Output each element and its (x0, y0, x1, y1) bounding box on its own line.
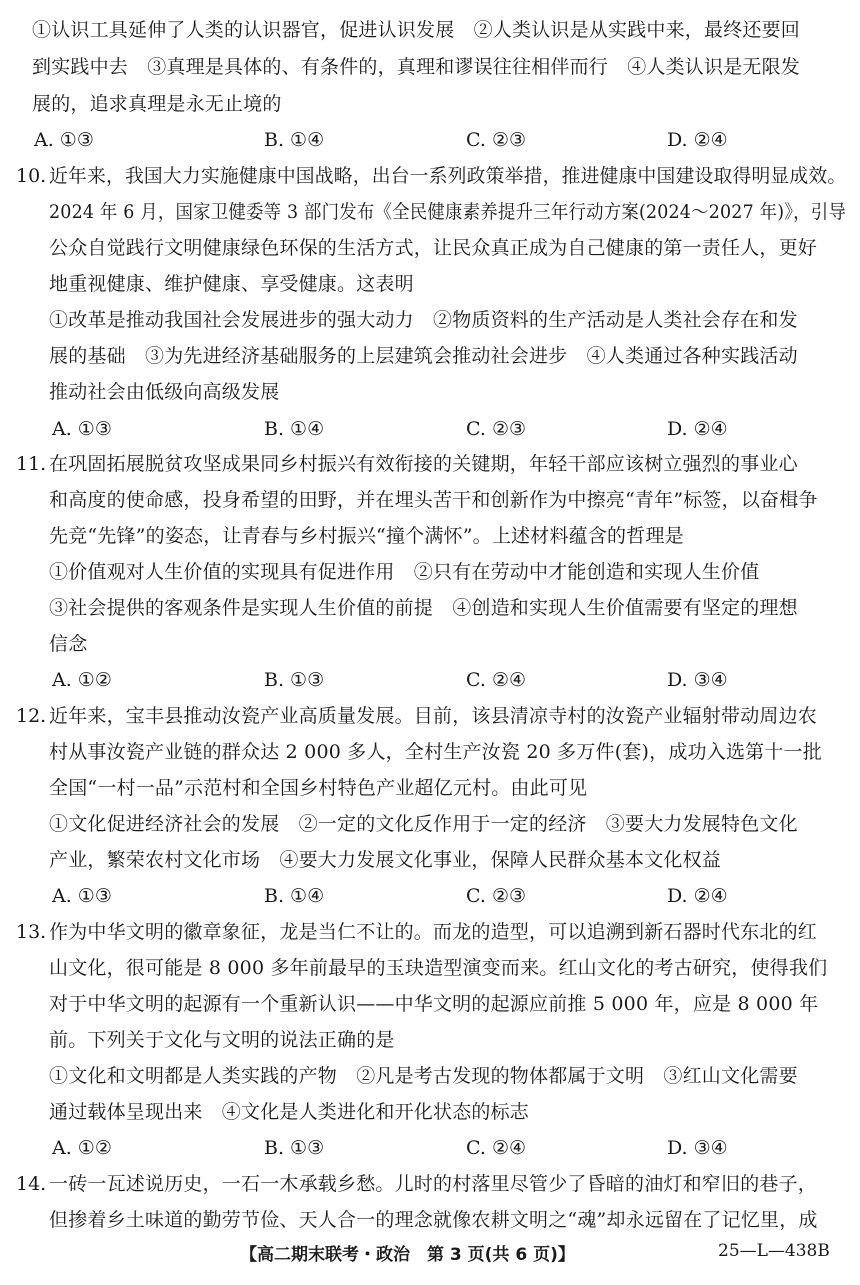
statement-line: ③社会提供的客观条件是实现人生价值的前提 ④创造和实现人生价值需要有坚定的理想 (49, 597, 798, 619)
option-c: C. ②③ (466, 418, 527, 440)
option-a: A. ①② (52, 1137, 112, 1159)
option-d: D. ②④ (667, 129, 728, 151)
option-c: C. ②③ (466, 129, 527, 151)
option-d: D. ③④ (667, 1137, 728, 1159)
stem-line: 但掺着乡土味道的勤劳节俭、天人合一的理念就像农耕文明之“魂”却永远留在了记忆里，成 (49, 1209, 818, 1231)
stem-line: 山文化，很可能是 8 000 多年前最早的玉玦造型演变而来。红山文化的考古研究，使得我们 (49, 957, 828, 979)
statement-line: ①文化和文明都是人类实践的产物 ②凡是考古发现的物体都属于文明 ③红山文化需要 (49, 1065, 798, 1087)
option-d: D. ②④ (667, 418, 728, 440)
statement-line: 展的，追求真理是永无止境的 (32, 93, 282, 115)
option-a: A. ①② (52, 669, 112, 691)
option-a: A. ①③ (34, 129, 94, 151)
stem-line: 地重视健康、维护健康、享受健康。这表明 (49, 273, 414, 295)
stem-line: 2024 年 6 月，国家卫健委等 3 部门发布《全民健康素养提升三年行动方案(2024～2027 年)》，引导 (49, 201, 847, 223)
page-footer (0, 1240, 860, 1270)
option-b: B. ①③ (264, 1137, 325, 1159)
option-c: C. ②④ (466, 669, 527, 691)
statement-line: ①文化促进经济社会的发展 ②一定的文化反作用于一定的经济 ③要大力发展特色文化 (49, 813, 798, 835)
option-a: A. ①③ (52, 885, 112, 907)
statement-line: ①价值观对人生价值的实现具有促进作用 ②只有在劳动中才能创造和实现人生价值 (49, 561, 760, 583)
statement-line: 到实践中去 ③真理是具体的、有条件的，真理和谬误往往相伴而行 ④人类认识是无限发 (32, 56, 801, 78)
stem-line: 近年来，宝丰县推动汝瓷产业高质量发展。目前，该县清凉寺村的汝瓷产业辐射带动周边农 (49, 705, 818, 727)
footer-title: 【高二期末联考・政治 第 3 页(共 6 页)】 (240, 1245, 575, 1265)
option-b: B. ①③ (264, 669, 325, 691)
option-d: D. ③④ (667, 669, 728, 691)
question-number: 14. (16, 1173, 47, 1195)
stem-line: 近年来，我国大力实施健康中国战略，出台一系列政策举措，推进健康中国建设取得明显成效。 (49, 165, 847, 187)
stem-line: 一砖一瓦述说历史，一石一木承载乡愁。儿时的村落里尽管少了昏暗的油灯和窄旧的巷子， (49, 1173, 818, 1195)
stem-line: 全国“一村一品”示范村和全国乡村特色产业超亿元村。由此可见 (49, 777, 588, 799)
option-b: B. ①④ (264, 885, 325, 907)
question-number: 11. (16, 453, 47, 475)
question-number: 10. (16, 165, 47, 187)
stem-line: 前。下列关于文化与文明的说法正确的是 (49, 1029, 395, 1051)
statement-line: ①改革是推动我国社会发展进步的强大动力 ②物质资料的生产活动是人类社会存在和发 (49, 309, 798, 331)
question-number: 13. (16, 921, 47, 943)
option-c: C. ②③ (466, 885, 527, 907)
statement-line: 信念 (49, 633, 88, 655)
stem-line: 村从事汝瓷产业链的群众达 2 000 多人，全村生产汝瓷 20 多万件(套)，成功入选第十一批 (49, 741, 822, 763)
statement-line: 产业，繁荣农村文化市场 ④要大力发展文化事业，保障人民群众基本文化权益 (49, 849, 722, 871)
stem-line: 先竞“先锋”的姿态，让青春与乡村振兴“撞个满怀”。上述材料蕴含的哲理是 (49, 525, 684, 547)
statement-line: 展的基础 ③为先进经济基础服务的上层建筑会推动社会进步 ④人类通过各种实践活动 (49, 345, 798, 367)
stem-line: 公众自觉践行文明健康绿色环保的生活方式，让民众真正成为自己健康的第一责任人，更好 (49, 237, 818, 259)
stem-line: 对于中华文明的起源有一个重新认识——中华文明的起源应前推 5 000 年，应是 8 000 年 (49, 993, 819, 1015)
statement-line: 推动社会由低级向高级发展 (49, 381, 280, 403)
stem-line: 在巩固拓展脱贫攻坚成果同乡村振兴有效衔接的关键期，年轻干部应该树立强烈的事业心 (49, 453, 798, 475)
option-d: D. ②④ (667, 885, 728, 907)
option-b: B. ①④ (264, 418, 325, 440)
stem-line: 和高度的使命感，投身希望的田野，并在埋头苦干和创新作为中擦亮“青年”标签，以奋楫争 (49, 489, 818, 511)
statement-line: ①认识工具延伸了人类的认识器官，促进认识发展 ②人类认识是从实践中来，最终还要回 (32, 19, 801, 41)
option-a: A. ①③ (52, 418, 112, 440)
question-number: 12. (16, 705, 47, 727)
statement-line: 通过载体呈现出来 ④文化是人类进化和开化状态的标志 (49, 1101, 530, 1123)
stem-line: 作为中华文明的徽章象征，龙是当仁不让的。而龙的造型，可以追溯到新石器时代东北的红 (49, 921, 818, 943)
option-c: C. ②④ (466, 1137, 527, 1159)
option-b: B. ①④ (264, 129, 325, 151)
footer-code: 25—L—438B (718, 1241, 830, 1261)
